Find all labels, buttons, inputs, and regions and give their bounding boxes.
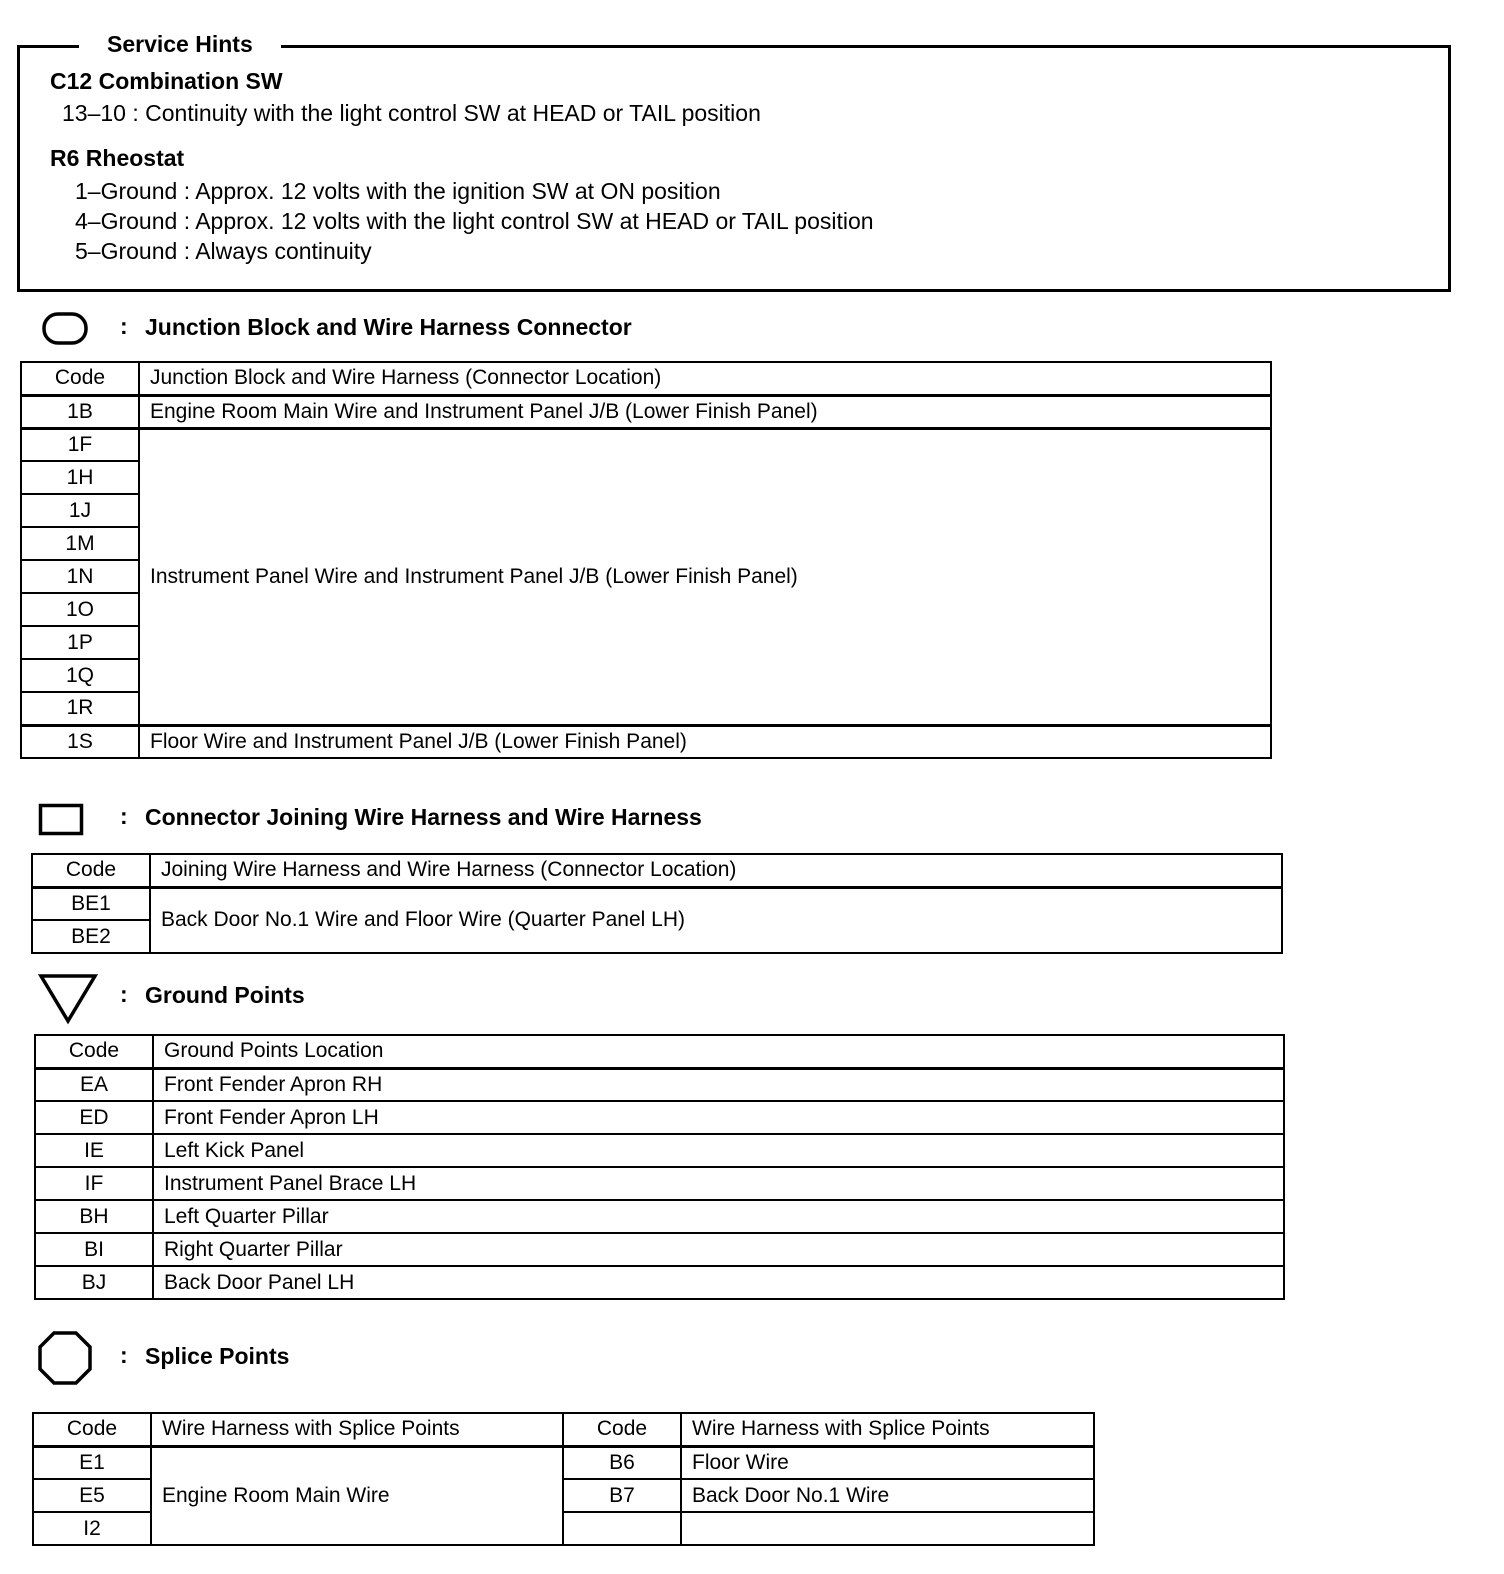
table-row	[35, 1101, 1284, 1134]
desc-cell: Engine Room Main Wire	[151, 1446, 563, 1545]
r6-hint-line: 4–Ground : Approx. 12 volts with the light control SW at HEAD or TAIL position	[75, 208, 874, 234]
table-row	[33, 1446, 1094, 1479]
code-cell: 1S	[21, 725, 139, 758]
junction-block-symbol-icon	[42, 312, 90, 346]
section-colon: :	[120, 313, 128, 339]
table-row	[35, 1266, 1284, 1299]
header-desc: Joining Wire Harness and Wire Harness (Connector Location)	[150, 854, 1282, 887]
r6-heading: R6 Rheostat	[50, 145, 185, 171]
table-row	[35, 1068, 1284, 1101]
desc-cell: Floor Wire	[681, 1446, 1094, 1479]
junction-table	[20, 361, 1272, 759]
table-row	[21, 395, 1271, 428]
c12-heading: C12 Combination SW	[50, 68, 283, 94]
ground-section-title: Ground Points	[145, 982, 305, 1008]
splice-section-title: Splice Points	[145, 1343, 290, 1369]
table-header-row	[33, 1413, 1094, 1446]
code-cell: EA	[35, 1068, 153, 1101]
connector-section-title: Connector Joining Wire Harness and Wire Harness	[145, 804, 702, 830]
desc-cell: Right Quarter Pillar	[153, 1233, 1284, 1266]
code-cell: B7	[563, 1479, 681, 1512]
table-row	[35, 1134, 1284, 1167]
header-code: Code	[563, 1413, 681, 1446]
code-cell: BE1	[32, 887, 150, 920]
header-code: Code	[33, 1413, 151, 1446]
desc-cell: Back Door No.1 Wire	[681, 1479, 1094, 1512]
code-cell: 1O	[21, 593, 139, 626]
header-desc: Wire Harness with Splice Points	[681, 1413, 1094, 1446]
splice-point-symbol-icon	[37, 1330, 93, 1386]
code-cell: BE2	[32, 920, 150, 953]
table-row	[35, 1167, 1284, 1200]
desc-cell: Back Door No.1 Wire and Floor Wire (Quarter Panel LH)	[150, 887, 1282, 953]
code-cell: 1F	[21, 428, 139, 461]
code-cell: 1J	[21, 494, 139, 527]
r6-hint-line: 1–Ground : Approx. 12 volts with the ignition SW at ON position	[75, 178, 721, 204]
connector-symbol-icon	[38, 803, 86, 837]
code-cell: B6	[563, 1446, 681, 1479]
ground-point-symbol-icon	[38, 973, 98, 1025]
code-cell: 1H	[21, 461, 139, 494]
splice-table	[32, 1412, 1095, 1546]
desc-cell: Front Fender Apron LH	[153, 1101, 1284, 1134]
desc-cell: Instrument Panel Brace LH	[153, 1167, 1284, 1200]
code-cell: 1Q	[21, 659, 139, 692]
ground-table	[34, 1034, 1285, 1300]
header-code: Code	[21, 362, 139, 395]
desc-cell: Engine Room Main Wire and Instrument Panel J/B (Lower Finish Panel)	[139, 395, 1271, 428]
table-header-row	[35, 1035, 1284, 1068]
desc-cell	[681, 1512, 1094, 1545]
section-colon: :	[120, 981, 128, 1007]
code-cell: I2	[33, 1512, 151, 1545]
service-hints-title: Service Hints	[79, 30, 281, 58]
code-cell: E5	[33, 1479, 151, 1512]
code-cell: 1P	[21, 626, 139, 659]
desc-cell: Left Quarter Pillar	[153, 1200, 1284, 1233]
code-cell: BH	[35, 1200, 153, 1233]
r6-hint-line: 5–Ground : Always continuity	[75, 238, 372, 264]
table-row	[35, 1200, 1284, 1233]
code-cell: IF	[35, 1167, 153, 1200]
code-cell: 1B	[21, 395, 139, 428]
code-cell: 1R	[21, 692, 139, 725]
table-row	[35, 1233, 1284, 1266]
connector-table	[31, 853, 1283, 954]
header-code: Code	[32, 854, 150, 887]
header-desc: Ground Points Location	[153, 1035, 1284, 1068]
code-cell: 1N	[21, 560, 139, 593]
table-row	[32, 887, 1282, 920]
header-desc: Junction Block and Wire Harness (Connector Location)	[139, 362, 1271, 395]
table-row	[21, 428, 1271, 461]
table-header-row	[32, 854, 1282, 887]
desc-cell: Left Kick Panel	[153, 1134, 1284, 1167]
header-code: Code	[35, 1035, 153, 1068]
table-row	[21, 725, 1271, 758]
desc-cell: Floor Wire and Instrument Panel J/B (Lower Finish Panel)	[139, 725, 1271, 758]
junction-section-title: Junction Block and Wire Harness Connector	[145, 314, 632, 340]
desc-cell: Front Fender Apron RH	[153, 1068, 1284, 1101]
section-colon: :	[120, 803, 128, 829]
code-cell: 1M	[21, 527, 139, 560]
desc-cell: Instrument Panel Wire and Instrument Panel J/B (Lower Finish Panel)	[139, 428, 1271, 725]
desc-cell: Back Door Panel LH	[153, 1266, 1284, 1299]
code-cell	[563, 1512, 681, 1545]
code-cell: IE	[35, 1134, 153, 1167]
code-cell: ED	[35, 1101, 153, 1134]
table-header-row	[21, 362, 1271, 395]
code-cell: BI	[35, 1233, 153, 1266]
code-cell: BJ	[35, 1266, 153, 1299]
header-desc: Wire Harness with Splice Points	[151, 1413, 563, 1446]
section-colon: :	[120, 1342, 128, 1368]
c12-hint-line: 13–10 : Continuity with the light control SW at HEAD or TAIL position	[62, 100, 761, 126]
code-cell: E1	[33, 1446, 151, 1479]
